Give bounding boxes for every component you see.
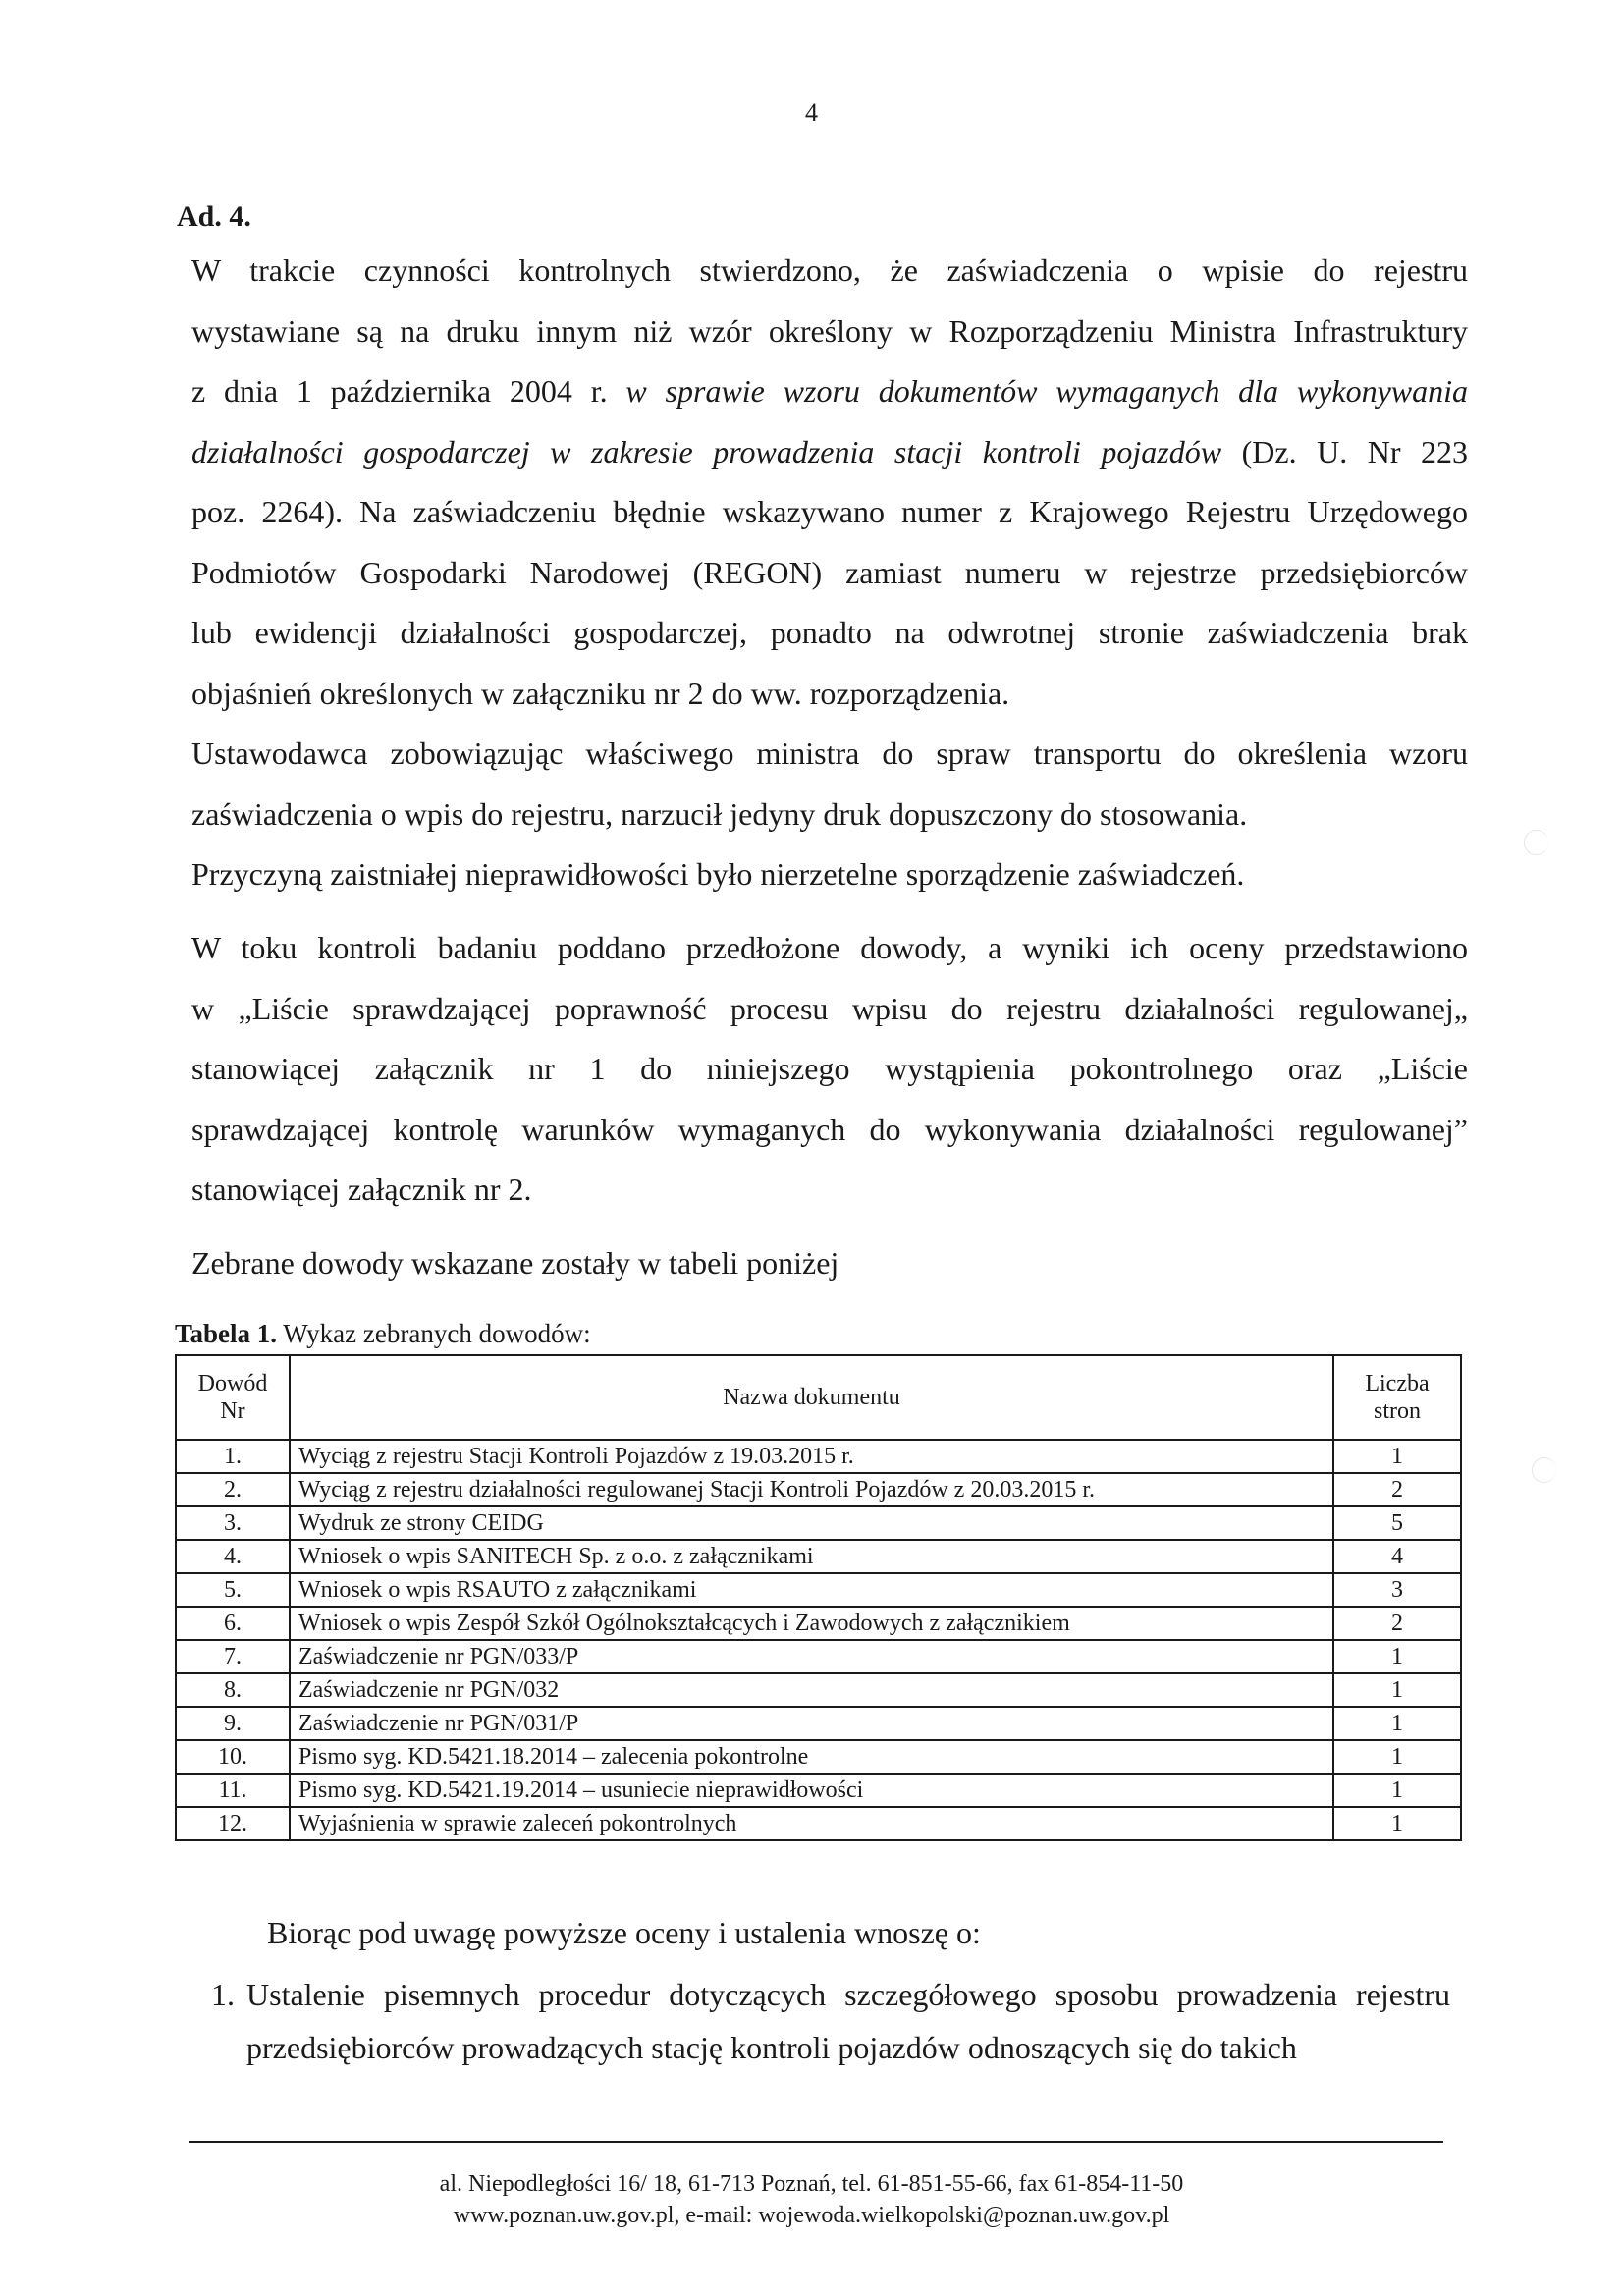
- cell-document-name: Pismo syg. KD.5421.18.2014 – zalecenia pokontrolne: [290, 1740, 1333, 1774]
- text-line: stanowiącej załącznik nr 2.: [191, 1172, 532, 1207]
- cell-evidence-number: 9.: [176, 1707, 290, 1740]
- table-row: [176, 1807, 1461, 1840]
- findings-paragraph: [191, 241, 1468, 905]
- cell-evidence-number: 4.: [176, 1540, 290, 1573]
- recommendation-text: Ustalenie pisemnych procedur dotyczących szczegółowego sposobu prowadzenia rejestru przedsiębiorców prowadzących stację kontroli pojazdów odnoszących się do takich: [246, 1977, 1450, 2065]
- table-caption-label: Tabela 1.: [175, 1319, 278, 1348]
- cell-page-count: 1: [1333, 1774, 1461, 1807]
- cell-document-name: Zaświadczenie nr PGN/033/P: [290, 1640, 1333, 1673]
- cell-evidence-number: 8.: [176, 1673, 290, 1707]
- cell-page-count: 2: [1333, 1473, 1461, 1506]
- footer: [0, 2168, 1623, 2231]
- cell-page-count: 1: [1333, 1807, 1461, 1840]
- table-row: [176, 1607, 1461, 1640]
- table-header-row: [176, 1355, 1461, 1440]
- text-line: Ustawodawca zobowiązując właściwego ministra do spraw transportu do określenia wzoru: [191, 736, 1468, 771]
- cell-evidence-number: 1.: [176, 1440, 290, 1473]
- cell-evidence-number: 12.: [176, 1807, 290, 1840]
- cell-document-name: Wyciąg z rejestru działalności regulowanej Stacji Kontroli Pojazdów z 20.03.2015 r.: [290, 1473, 1333, 1506]
- cell-page-count: 1: [1333, 1640, 1461, 1673]
- table-row: [176, 1640, 1461, 1673]
- cell-page-count: 4: [1333, 1540, 1461, 1573]
- cell-evidence-number: 5.: [176, 1573, 290, 1607]
- evaluation-paragraph: [191, 918, 1468, 1221]
- table-row: [176, 1573, 1461, 1607]
- cell-page-count: 2: [1333, 1607, 1461, 1640]
- table-row: [176, 1673, 1461, 1707]
- text-line: w „Liście sprawdzającej poprawność procesu wpisu do rejestru działalności regulowanej„: [191, 990, 1468, 1026]
- footer-address: al. Niepodległości 16/ 18, 61-713 Poznań, tel. 61-851-55-66, fax 61-854-11-50: [439, 2171, 1184, 2197]
- text-line: objaśnień określonych w załączniku nr 2 do ww. rozporządzenia.: [191, 675, 1010, 711]
- table-row: [176, 1740, 1461, 1774]
- page-number: 4: [805, 98, 818, 127]
- table-row: [176, 1440, 1461, 1473]
- text-line-with-italic: działalności gospodarczej w zakresie prowadzenia stacji kontroli pojazdów (Dz. U. Nr 223: [191, 433, 1469, 469]
- text-line: Przyczyną zaistniałej nieprawidłowości było nierzetelne sporządzenie zaświadczeń.: [191, 856, 1245, 892]
- table-row: [176, 1540, 1461, 1573]
- cell-page-count: 1: [1333, 1673, 1461, 1707]
- cell-page-count: 1: [1333, 1440, 1461, 1473]
- footer-divider: [189, 2141, 1443, 2143]
- cell-evidence-number: 6.: [176, 1607, 290, 1640]
- cell-evidence-number: 3.: [176, 1506, 290, 1540]
- header-evidence-number: Dowód Nr: [176, 1355, 290, 1440]
- table-row: [176, 1506, 1461, 1540]
- evidence-table: [175, 1354, 1462, 1841]
- header-page-count: Liczba stron: [1333, 1355, 1461, 1440]
- cell-document-name: Wniosek o wpis RSAUTO z załącznikami: [290, 1573, 1333, 1607]
- table-caption: [175, 1319, 591, 1349]
- text-line: zaświadczenia o wpis do rejestru, narzucił jedyny druk dopuszczony do stosowania.: [191, 795, 1248, 832]
- text-line: sprawdzającej kontrolę warunków wymaganych do wykonywania działalności regulowanej”: [191, 1111, 1468, 1147]
- cell-document-name: Zaświadczenie nr PGN/031/P: [290, 1707, 1333, 1740]
- recommendation-item: [211, 1968, 1450, 2074]
- cell-document-name: Wniosek o wpis Zespół Szkół Ogólnokształcących i Zawodowych z załącznikiem: [290, 1607, 1333, 1640]
- cell-document-name: Wyciąg z rejestru Stacji Kontroli Pojazdów z 19.03.2015 r.: [290, 1440, 1333, 1473]
- table-row: [176, 1473, 1461, 1506]
- cell-evidence-number: 7.: [176, 1640, 290, 1673]
- cell-document-name: Wyjaśnienia w sprawie zaleceń pokontrolnych: [290, 1807, 1333, 1840]
- cell-page-count: 1: [1333, 1740, 1461, 1774]
- footer-contact: www.poznan.uw.gov.pl, e-mail: wojewoda.wielkopolski@poznan.uw.gov.pl: [453, 2203, 1170, 2228]
- list-marker: 1.: [211, 1977, 235, 2012]
- cell-page-count: 5: [1333, 1506, 1461, 1540]
- evidence-intro: Zebrane dowody wskazane zostały w tabeli poniżej: [191, 1245, 839, 1281]
- section-heading: Ad. 4.: [177, 200, 251, 233]
- cell-page-count: 1: [1333, 1707, 1461, 1740]
- text-line: poz. 2264). Na zaświadczeniu błędnie wskazywano numer z Krajowego Rejestru Urzędowego: [191, 494, 1468, 529]
- text-line: stanowiącej załącznik nr 1 do niniejszego wystąpienia pokontrolnego oraz „Liście: [191, 1051, 1468, 1086]
- table-row: [176, 1774, 1461, 1807]
- scan-artifact: [1532, 1457, 1556, 1483]
- cell-document-name: Zaświadczenie nr PGN/032: [290, 1673, 1333, 1707]
- text-line: Podmiotów Gospodarki Narodowej (REGON) zamiast numeru w rejestrze przedsiębiorców: [191, 554, 1468, 590]
- text-line: W toku kontroli badaniu poddano przedłożone dowody, a wyniki ich oceny przedstawiono: [191, 930, 1468, 965]
- table-row: [176, 1707, 1461, 1740]
- table-caption-text: Wykaz zebranych dowodów:: [277, 1319, 591, 1348]
- text-line: W trakcie czynności kontrolnych stwierdzono, że zaświadczenia o wpisie do rejestru: [191, 252, 1468, 288]
- cell-evidence-number: 2.: [176, 1473, 290, 1506]
- scan-artifact: [1524, 830, 1548, 855]
- text-line: lub ewidencji działalności gospodarczej, ponadto na odwrotnej stronie zaświadczenia brak: [191, 615, 1468, 650]
- header-document-name: Nazwa dokumentu: [290, 1355, 1333, 1440]
- cell-evidence-number: 10.: [176, 1740, 290, 1774]
- cell-document-name: Wydruk ze strony CEIDG: [290, 1506, 1333, 1540]
- cell-document-name: Wniosek o wpis SANITECH Sp. z o.o. z załącznikami: [290, 1540, 1333, 1573]
- conclusion-intro: Biorąc pod uwagę powyższe oceny i ustalenia wnoszę o:: [267, 1915, 981, 1950]
- cell-page-count: 3: [1333, 1573, 1461, 1607]
- cell-document-name: Pismo syg. KD.5421.19.2014 – usuniecie nieprawidłowości: [290, 1774, 1333, 1807]
- text-line: wystawiane są na druku innym niż wzór określony w Rozporządzeniu Ministra Infrastruktury: [191, 312, 1468, 349]
- text-line-with-italic: z dnia 1 października 2004 r. w sprawie wzoru dokumentów wymaganych dla wykonywania: [191, 373, 1468, 409]
- cell-evidence-number: 11.: [176, 1774, 290, 1807]
